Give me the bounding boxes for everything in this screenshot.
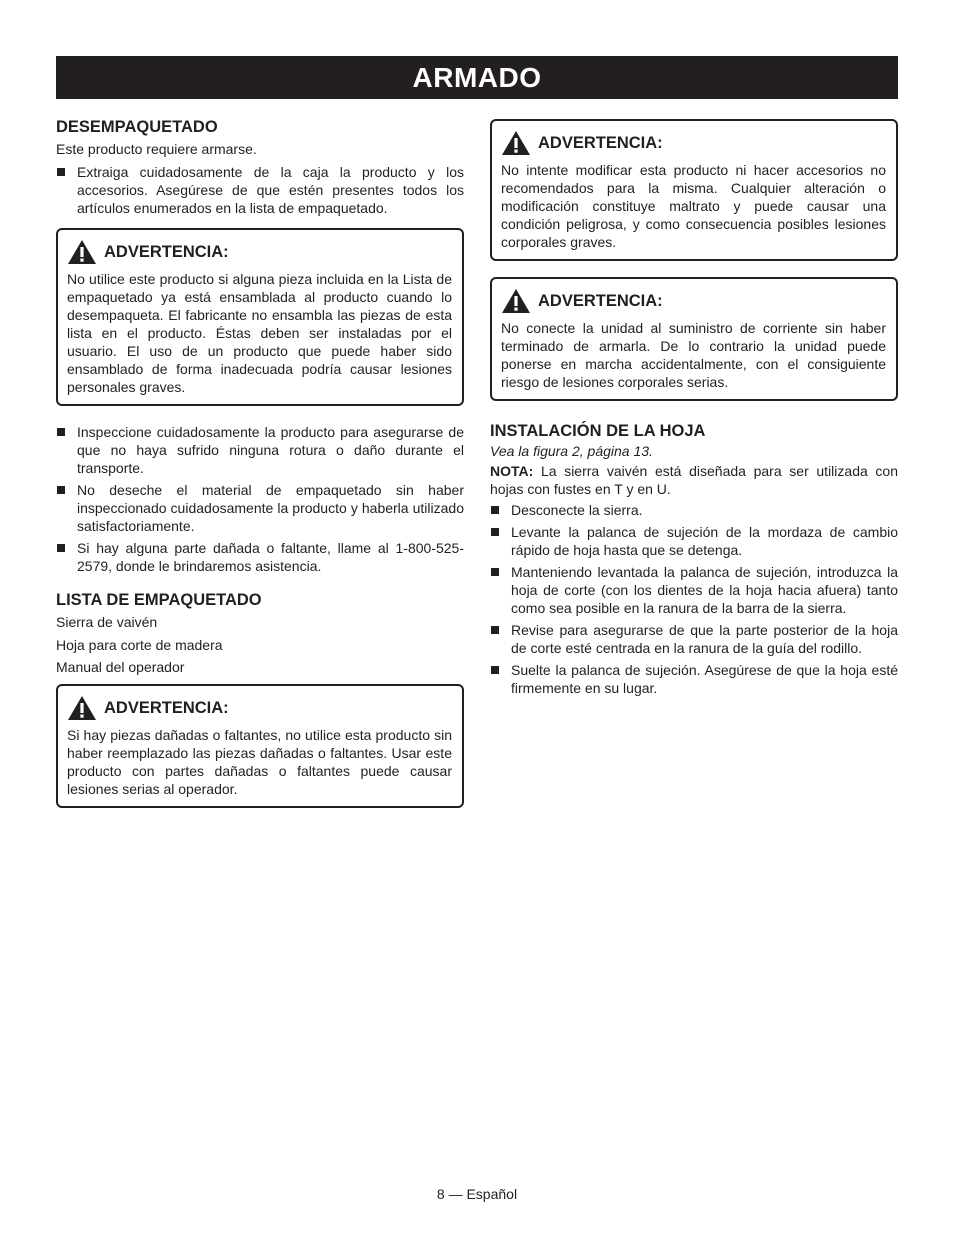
inspect-bullet-list	[56, 423, 464, 575]
list-item	[490, 501, 898, 519]
bullet-square-icon	[57, 486, 65, 494]
packing-item: Manual del operador	[56, 659, 185, 675]
list-item	[490, 621, 898, 657]
left-column	[56, 116, 464, 808]
bullet-square-icon	[491, 528, 499, 536]
bullet-text: Levante la palanca de sujeción de la mordaza de cambio rápido de hoja hasta que se detenga.	[511, 524, 898, 558]
warning-text: No utilice este producto si alguna pieza incluida en la Lista de empaquetado ya está ensamblada al producto cuando lo desempaqueta. El fabricante no ensambla las piezas de esta lista en el producto. Éstas deben ser instaladas por el usuario. El uso de un producto que puede haber sido ensamblado de forma inadecuada podría causar lesiones personales graves.	[67, 271, 452, 395]
bullet-text: Revise para asegurarse de que la parte posterior de la hoja de corte esté centrada en la ranura de la guía del rodillo.	[511, 622, 898, 656]
warning-header	[67, 694, 452, 722]
note-label: NOTA:	[490, 463, 534, 479]
warning-header	[501, 129, 886, 157]
warning-triangle-icon	[501, 288, 531, 314]
note-text: La sierra vaivén está diseñada para ser utilizada con hojas con fustes en T y en U.	[490, 463, 898, 497]
warning-text: No conecte la unidad al suministro de corriente sin haber terminado de armarla. De lo contrario la unidad puede ponerse en marcha accidentalmente, con el consiguiente riesgo de lesiones corporales serias.	[501, 320, 886, 390]
bullet-text: Desconecte la sierra.	[511, 502, 643, 518]
bullet-square-icon	[57, 544, 65, 552]
warning-triangle-icon	[501, 130, 531, 156]
bullet-text: Extraiga cuidadosamente de la caja la producto y los accesorios. Asegúrese de que estén presentes todos los artículos enumerados en la lista de empaquetado.	[77, 164, 464, 216]
warning-title: ADVERTENCIA:	[104, 242, 229, 261]
bullet-square-icon	[491, 568, 499, 576]
bullet-square-icon	[491, 666, 499, 674]
warning-triangle-icon	[67, 695, 97, 721]
bullet-text: Si hay alguna parte dañada o faltante, llame al 1-800-525-2579, donde le brindaremos asistencia.	[77, 540, 464, 574]
bullet-square-icon	[57, 428, 65, 436]
figure-reference: Vea la figura 2, página 13.	[490, 443, 653, 459]
unpack-heading: DESEMPAQUETADO	[56, 118, 218, 136]
packing-item: Hoja para corte de madera	[56, 636, 223, 653]
list-item	[56, 423, 464, 477]
bullet-text: Manteniendo levantada la palanca de sujeción, introduzca la hoja de corte (con los dientes de la hoja hacia afuera) tanto como sea posible en la ranura de la barra de la sierra.	[511, 564, 898, 616]
warning-text: No intente modificar esta producto ni hacer accesorios no recomendados para la misma. Cualquier alteración o modificación constituye maltrato y puede causar una condición peligrosa, y como consecuencia posibles lesiones corporales graves.	[501, 162, 886, 250]
list-item	[490, 523, 898, 559]
unpack-bullet-list	[56, 163, 464, 217]
list-item	[490, 563, 898, 617]
warning-header	[67, 238, 452, 266]
warning-box	[56, 228, 464, 406]
warning-triangle-icon	[67, 239, 97, 265]
packing-heading: LISTA DE EMPAQUETADO	[56, 591, 262, 609]
bullet-square-icon	[57, 168, 65, 176]
warning-box	[490, 119, 898, 261]
install-bullet-list	[490, 501, 898, 697]
warning-title: ADVERTENCIA:	[538, 291, 663, 310]
warning-header	[501, 287, 886, 315]
bullet-text: Suelte la palanca de sujeción. Asegúrese de que la hoja esté firmemente en su lugar.	[511, 662, 898, 696]
warning-text: Si hay piezas dañadas o faltantes, no utilice esta producto sin haber reemplazado las piezas dañadas o faltantes. Usar este producto con partes dañadas o faltantes puede causar lesiones serias al operador.	[67, 727, 452, 797]
install-note	[490, 462, 898, 498]
unpack-intro: Este producto requiere armarse.	[56, 141, 257, 157]
bullet-square-icon	[491, 626, 499, 634]
bullet-text: No deseche el material de empaquetado sin haber inspeccionado cuidadosamente la producto y haberla utilizado satisfactoriamente.	[77, 482, 464, 534]
install-heading: INSTALACIÓN DE LA HOJA	[490, 422, 706, 440]
list-item	[56, 163, 464, 217]
packing-item: Sierra de vaivén	[56, 614, 158, 630]
warning-title: ADVERTENCIA:	[104, 698, 229, 717]
warning-box	[56, 684, 464, 808]
bullet-square-icon	[491, 506, 499, 514]
page-footer: 8 — Español	[436, 1186, 518, 1202]
section-banner: ARMADO	[56, 56, 898, 99]
list-item	[490, 661, 898, 697]
warning-title: ADVERTENCIA:	[538, 133, 663, 152]
list-item	[56, 481, 464, 535]
list-item	[56, 539, 464, 575]
warning-box	[490, 277, 898, 401]
packing-list	[56, 613, 464, 676]
bullet-text: Inspeccione cuidadosamente la producto para asegurarse de que no haya sufrido ninguna rotura o daño durante el transporte.	[77, 424, 464, 476]
right-column	[490, 119, 898, 701]
